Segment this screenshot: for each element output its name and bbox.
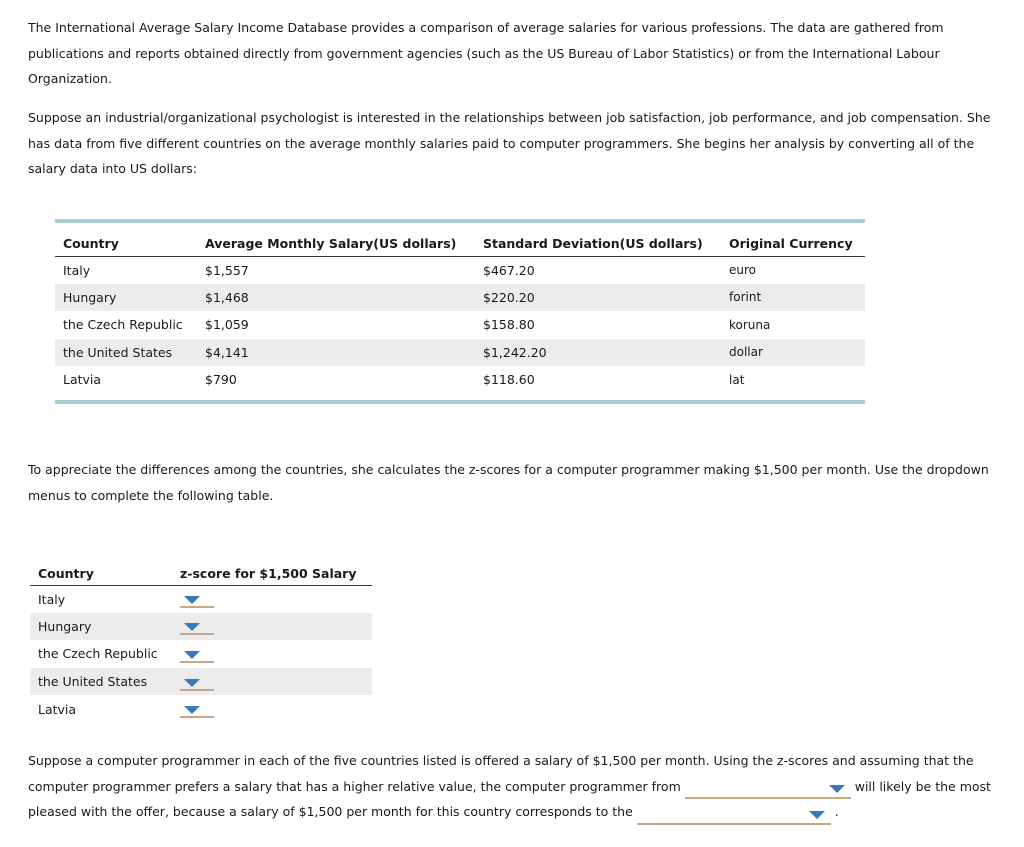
country-dropdown[interactable] <box>685 780 851 799</box>
zscore-dropdown-czech[interactable] <box>180 645 214 663</box>
cell-country: Italy <box>63 262 91 278</box>
zscore-table <box>30 560 372 723</box>
cell-sd: $220.20 <box>475 284 721 312</box>
cell-sd: $467.20 <box>483 262 535 278</box>
cell-currency: euro <box>729 263 756 277</box>
cell-country: the Czech Republic <box>63 317 183 333</box>
triangle-down-icon <box>184 623 200 631</box>
cell-salary: $1,059 <box>205 317 249 333</box>
table-row <box>55 339 865 367</box>
triangle-down-icon <box>829 785 845 793</box>
reason-dropdown[interactable] <box>637 806 831 825</box>
cell-country: the United States <box>55 339 197 367</box>
cell-sd: $118.60 <box>483 372 535 388</box>
table-row <box>30 640 372 668</box>
zscore-dropdown-latvia[interactable] <box>180 700 214 718</box>
table-row <box>30 613 372 641</box>
cell-currency: koruna <box>729 317 771 332</box>
table-row <box>55 366 865 394</box>
triangle-down-icon <box>809 811 825 819</box>
col-header-currency: Original Currency <box>721 223 865 256</box>
triangle-down-icon <box>184 679 200 687</box>
cell-country: the United States <box>30 668 172 696</box>
final-text-part3: . <box>834 804 839 819</box>
final-question-paragraph <box>28 748 1008 825</box>
table-bottom-border <box>55 400 865 404</box>
final-text-part2: will likely be the most pleased with the offer, because a salary of $1,500 per month for this country corresponds to the <box>28 778 991 819</box>
cell-salary: $4,141 <box>197 339 475 367</box>
col-header-zscore: z-score for $1,500 Salary <box>172 560 372 585</box>
zscore-dropdown-hungary[interactable] <box>180 617 214 635</box>
triangle-down-icon <box>184 651 200 659</box>
col-header-country: Country <box>55 223 197 256</box>
cell-sd: $1,242.20 <box>475 339 721 367</box>
final-text-part1: Suppose a computer programmer in each of the five countries listed is offered a salary of $1,500 per month. Using the z-scores and assuming that the computer programmer prefers a salary that has a higher relative value, the computer programmer from <box>28 753 974 794</box>
cell-currency: forint <box>721 284 865 312</box>
cell-salary: $790 <box>205 372 237 388</box>
triangle-down-icon <box>184 596 200 604</box>
cell-currency: lat <box>729 372 745 387</box>
table-row <box>55 284 865 312</box>
table-row <box>30 668 372 696</box>
cell-country: Hungary <box>55 284 197 312</box>
col-header-country: Country <box>30 560 172 585</box>
col-header-sd: Standard Deviation(US dollars) <box>475 223 721 256</box>
salary-table <box>55 219 865 404</box>
zscore-dropdown-italy[interactable] <box>180 590 214 608</box>
intro-paragraph-1: The International Average Salary Income Database provides a comparison of average salaries for various professions. The data are gathered from publications and reports obtained directly from government agencies (such as the US Bureau of Labor Statistics) or from the International Labour Organization. <box>28 20 944 86</box>
cell-country: Hungary <box>30 613 172 641</box>
table-row <box>30 695 372 723</box>
table-row <box>30 585 372 613</box>
table-row <box>55 311 865 339</box>
cell-country: Latvia <box>63 372 102 388</box>
table-header-row <box>55 223 865 256</box>
cell-country: Italy <box>38 591 66 607</box>
cell-salary: $1,557 <box>205 262 249 278</box>
cell-country: the Czech Republic <box>38 646 158 662</box>
cell-currency: dollar <box>721 339 865 367</box>
cell-country: Latvia <box>38 701 77 717</box>
zscore-dropdown-us[interactable] <box>180 673 214 691</box>
cell-sd: $158.80 <box>483 317 535 333</box>
cell-salary: $1,468 <box>197 284 475 312</box>
intro-paragraph-2: Suppose an industrial/organizational psychologist is interested in the relationships between job satisfaction, job performance, and job compensation. She has data from five different countries on the average monthly salaries paid to computer programmers. She begins her analysis by converting all of the salary data into US dollars: <box>28 110 991 176</box>
triangle-down-icon <box>184 706 200 714</box>
table-row <box>55 256 865 284</box>
instruction-paragraph: To appreciate the differences among the countries, she calculates the z-scores for a computer programmer making $1,500 per month. Use the dropdown menus to complete the following table. <box>28 462 989 503</box>
table-header-row <box>30 560 372 585</box>
col-header-salary: Average Monthly Salary(US dollars) <box>197 223 475 256</box>
